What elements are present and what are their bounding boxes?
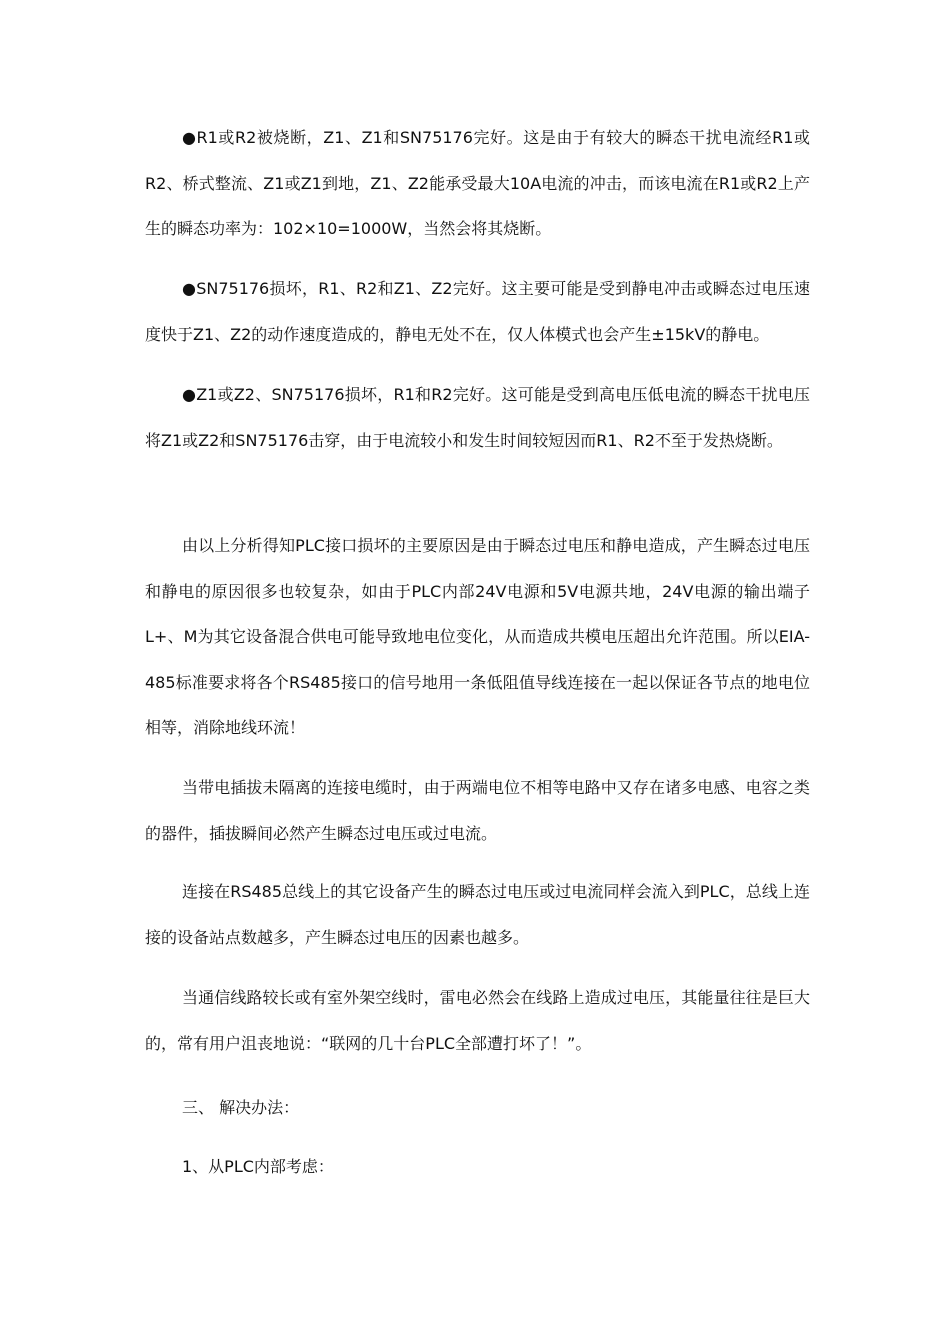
- paragraph-analysis-summary: 由以上分析得知PLC接口损坏的主要原因是由于瞬态过电压和静电造成，产生瞬态过电压和静电的原因很多也较复杂，如由于PLC内部24V电源和5V电源共地，24V电源的输出端子L+、M为其它设备混合供电可能导致地电位变化，从而造成共模电压超出允许范围。所以EIA-485标准要求将各个RS485接口的信号地用一条低阻值导线连接在一起以保证各节点的地电位相等，消除地线环流！: [145, 536, 810, 737]
- paragraph-r1-r2-burnt: ●R1或R2被烧断，Z1、Z1和SN75176完好。这是由于有较大的瞬态干扰电流经R1或R2、桥式整流、Z1或Z1到地，Z1、Z2能承受最大10A电流的冲击，而该电流在R1或R2上产生的瞬态功率为：102×10=1000W，当然会将其烧断。: [145, 128, 810, 238]
- paragraph-lightning: 当通信线路较长或有室外架空线时，雷电必然会在线路上造成过电压，其能量往往是巨大的，常有用户沮丧地说：“联网的几十台PLC全部遭打坏了！”。: [145, 988, 810, 1053]
- paragraph-bus-devices: 连接在RS485总线上的其它设备产生的瞬态过电压或过电流同样会流入到PLC，总线上连接的设备站点数越多，产生瞬态过电压的因素也越多。: [145, 882, 810, 947]
- paragraph-z1-z2-damaged: ●Z1或Z2、SN75176损坏，R1和R2完好。这可能是受到高电压低电流的瞬态干扰电压将Z1或Z2和SN75176击穿，由于电流较小和发生时间较短因而R1、R2不至于发热烧断。: [145, 385, 810, 450]
- paragraph-sn75176-damaged: ●SN75176损坏，R1、R2和Z1、Z2完好。这主要可能是受到静电冲击或瞬态过电压速度快于Z1、Z2的动作速度造成的，静电无处不在，仅人体模式也会产生±15kV的静电。: [145, 279, 810, 344]
- sub-heading-plc-internal: 1、从PLC内部考虑：: [182, 1157, 334, 1176]
- section-heading-solutions: 三、 解决办法：: [182, 1098, 300, 1117]
- paragraph-hot-plugging: 当带电插拔未隔离的连接电缆时，由于两端电位不相等电路中又存在诸多电感、电容之类的器件，插拔瞬间必然产生瞬态过电压或过电流。: [145, 778, 810, 843]
